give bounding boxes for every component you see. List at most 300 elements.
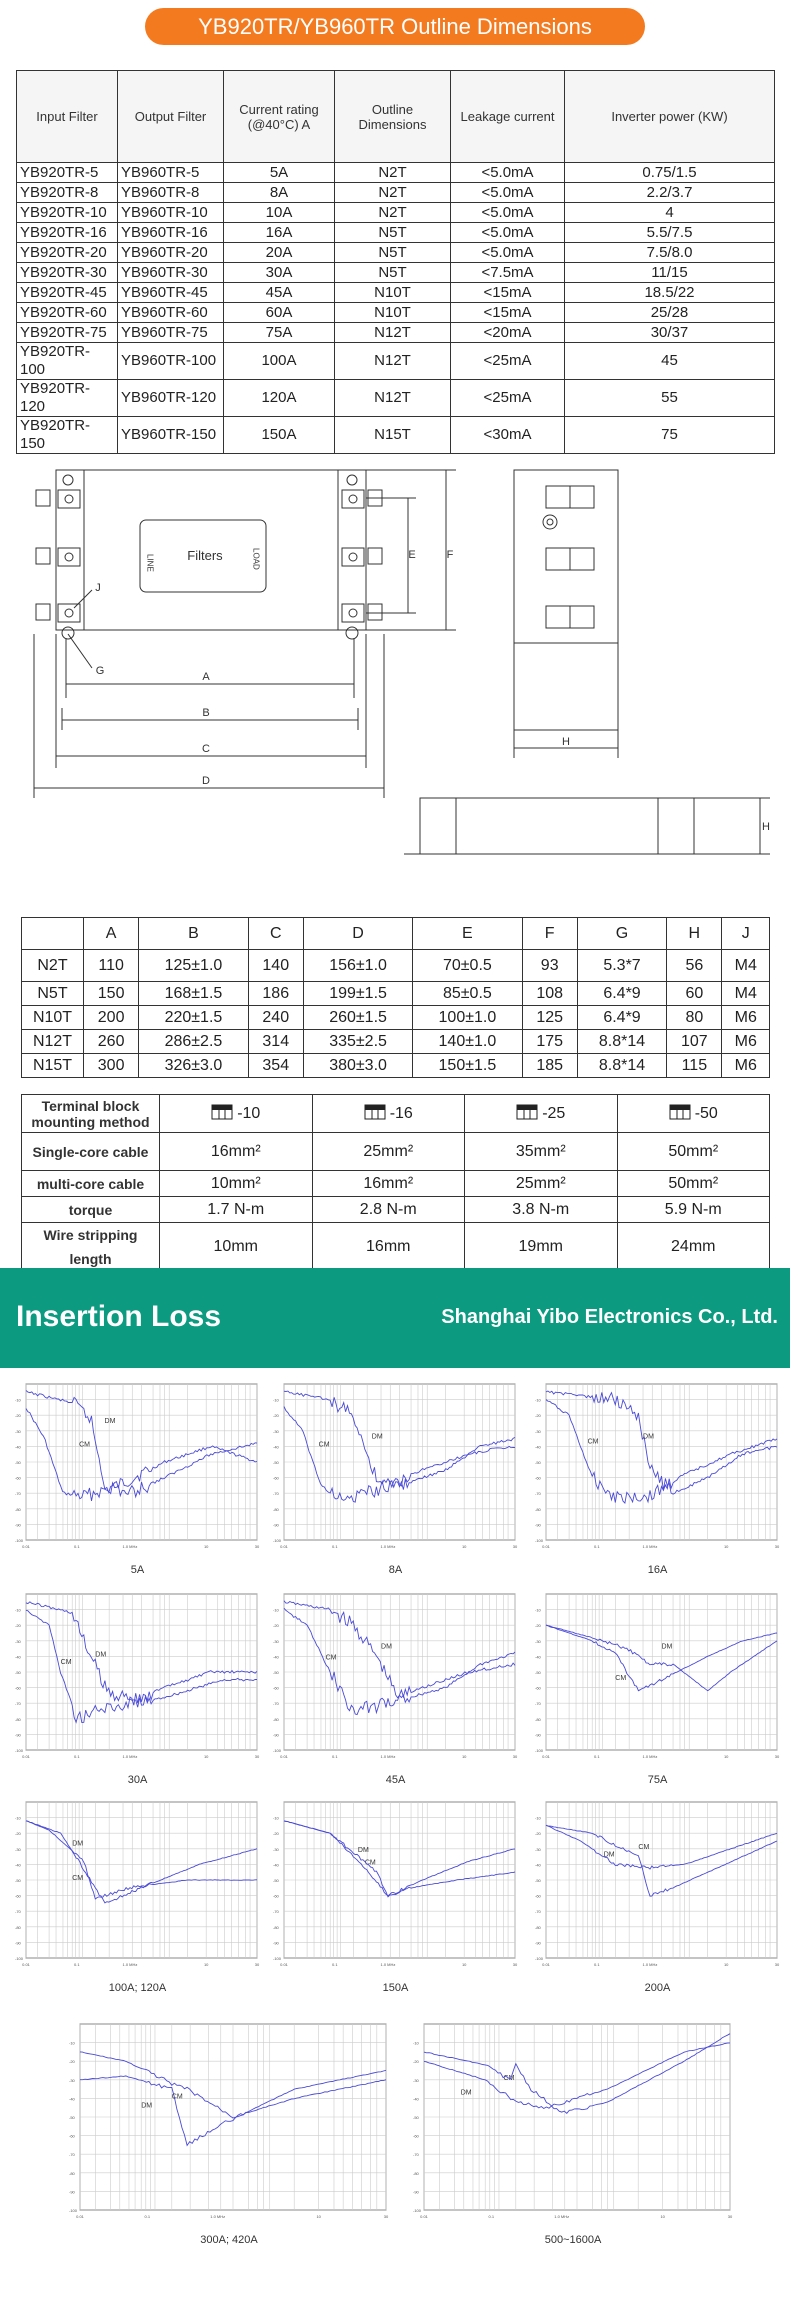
dim-cell: 286±2.5	[139, 1030, 248, 1054]
dim-cell: 150	[84, 982, 139, 1006]
filter-cell: <5.0mA	[451, 183, 565, 203]
x-tick-label: 0.01	[280, 1754, 288, 1759]
dim-cell: M4	[722, 950, 770, 982]
y-tick-label: -10	[273, 1815, 279, 1821]
header-current-rating: Current rating (@40°C) A	[224, 71, 335, 163]
plot-caption: 30A	[127, 1774, 148, 1786]
y-tick-label: -100	[273, 1748, 282, 1753]
filter-cell: <25mA	[451, 343, 565, 380]
terminal-cell: 50mm²	[617, 1133, 770, 1171]
y-tick-label: -40	[273, 1862, 279, 1868]
dim-cell: 125±1.0	[139, 950, 248, 982]
cm-label: CM	[79, 1441, 91, 1449]
x-tick-label: 1.0 MHz	[210, 2214, 226, 2219]
y-tick-label: -40	[413, 2096, 419, 2102]
dim-header-cell: H	[667, 918, 722, 950]
terminal-cell: 25mm²	[312, 1133, 465, 1171]
x-tick-label: 30	[254, 1544, 260, 1549]
dim-cell: 110	[84, 950, 139, 982]
dim-cell: M4	[722, 982, 770, 1006]
dim-label-c: C	[202, 743, 210, 755]
terminal-type-16: -16	[312, 1095, 465, 1133]
insertion-loss-plot	[534, 1592, 781, 1790]
dim-header-cell: B	[139, 918, 248, 950]
y-tick-label: -50	[69, 2115, 75, 2120]
filter-cell: <30mA	[451, 417, 565, 454]
filter-cell: 30A	[224, 263, 335, 283]
y-tick-label: -30	[535, 1428, 541, 1434]
y-tick-label: -90	[535, 1732, 541, 1738]
y-tick-label: -100	[15, 1538, 24, 1543]
filter-cell: <5.0mA	[451, 163, 565, 183]
y-tick-label: -20	[15, 1623, 21, 1629]
filter-row	[17, 323, 775, 343]
filter-cell: N2T	[335, 163, 451, 183]
dim-header-cell: E	[413, 918, 522, 950]
cm-label: CM	[325, 1654, 337, 1662]
cm-label: CM	[318, 1441, 330, 1449]
x-tick-label: 0.1	[594, 1544, 600, 1549]
terminal-row-label: Single-core cable	[22, 1133, 160, 1171]
dim-label-j: J	[95, 582, 101, 594]
y-tick-label: -90	[15, 1522, 21, 1528]
terminal-cell: 50mm²	[617, 1171, 770, 1197]
x-tick-label: 0.01	[542, 1962, 550, 1967]
x-tick-label: 10	[461, 1754, 467, 1759]
filter-row	[17, 183, 775, 203]
y-tick-label: -20	[273, 1831, 279, 1837]
y-tick-label: -80	[15, 1506, 21, 1512]
y-tick-label: -40	[15, 1862, 21, 1868]
filter-spec-table	[16, 70, 775, 454]
cm-label: CM	[72, 1875, 84, 1882]
dm-label: DM	[371, 1433, 383, 1441]
dim-label-b: B	[202, 707, 210, 719]
plot-caption: 45A	[385, 1774, 406, 1786]
filter-cell: N5T	[335, 263, 451, 283]
dim-cell: 93	[522, 950, 577, 982]
filter-cell: YB920TR-5	[17, 163, 118, 183]
cm-label: CM	[503, 2074, 515, 2082]
y-tick-label: -20	[535, 1623, 541, 1629]
insertion-loss-plot	[272, 1592, 519, 1790]
filter-cell: N12T	[335, 323, 451, 343]
terminal-row	[22, 1223, 770, 1272]
x-tick-label: 1.0 MHz	[380, 1754, 396, 1759]
dim-cell: N15T	[22, 1054, 84, 1078]
x-tick-label: 0.1	[332, 1754, 338, 1759]
x-tick-label: 30	[383, 2214, 389, 2219]
plot-caption: 500~1600A	[544, 2234, 602, 2246]
y-tick-label: -70	[413, 2152, 419, 2158]
y-tick-label: -10	[15, 1607, 21, 1613]
y-tick-label: -60	[273, 1893, 279, 1899]
drawing-filters-label: Filters	[187, 548, 223, 563]
dm-label: DM	[95, 1651, 107, 1659]
filter-cell: 18.5/22	[565, 283, 775, 303]
filter-cell: 5.5/7.5	[565, 223, 775, 243]
y-tick-label: -20	[273, 1413, 279, 1419]
x-tick-label: 30	[774, 1544, 780, 1549]
y-tick-label: -60	[69, 2133, 75, 2139]
terminal-row-label: multi-core cable	[22, 1171, 160, 1197]
filter-cell: <5.0mA	[451, 203, 565, 223]
filter-cell: YB920TR-16	[17, 223, 118, 243]
y-tick-label: -60	[15, 1685, 21, 1691]
dim-cell: 300	[84, 1054, 139, 1078]
drawing-line-label: LINE	[145, 554, 155, 572]
filter-cell: N12T	[335, 380, 451, 417]
filter-cell: YB920TR-75	[17, 323, 118, 343]
y-tick-label: -60	[535, 1475, 541, 1481]
y-tick-label: -80	[15, 1716, 21, 1722]
x-tick-label: 0.1	[594, 1962, 600, 1967]
y-tick-label: -50	[273, 1460, 279, 1465]
y-tick-label: -10	[535, 1815, 541, 1821]
filter-cell: N12T	[335, 343, 451, 380]
filter-cell: YB920TR-100	[17, 343, 118, 380]
dim-cell: 354	[248, 1054, 303, 1078]
x-tick-label: 10	[461, 1962, 467, 1967]
filter-cell: 10A	[224, 203, 335, 223]
dim-cell: 140±1.0	[413, 1030, 522, 1054]
filter-cell: 11/15	[565, 263, 775, 283]
filter-row	[17, 283, 775, 303]
y-tick-label: -30	[273, 1428, 279, 1434]
filter-row	[17, 163, 775, 183]
y-tick-label: -60	[15, 1893, 21, 1899]
dim-cell: N2T	[22, 950, 84, 982]
filter-cell: YB920TR-150	[17, 417, 118, 454]
filter-cell: N5T	[335, 243, 451, 263]
y-tick-label: -30	[15, 1638, 21, 1644]
y-tick-label: -60	[413, 2133, 419, 2139]
filter-cell: <25mA	[451, 380, 565, 417]
terminal-cell: 25mm²	[465, 1171, 618, 1197]
dim-cell: 314	[248, 1030, 303, 1054]
cm-label: CM	[638, 1843, 650, 1851]
x-tick-label: 0.01	[280, 1544, 288, 1549]
terminal-row-label: Wire stripping length	[22, 1223, 160, 1272]
filter-cell: 100A	[224, 343, 335, 380]
dim-cell: 8.8*14	[577, 1030, 666, 1054]
filter-row	[17, 343, 775, 380]
y-tick-label: -10	[273, 1397, 279, 1403]
insertion-loss-plot	[14, 1800, 261, 1998]
x-tick-label: 30	[254, 1754, 260, 1759]
x-tick-label: 1.0 MHz	[380, 1962, 396, 1967]
y-tick-label: -80	[535, 1506, 541, 1512]
y-tick-label: -20	[69, 2059, 75, 2065]
y-tick-label: -70	[15, 1701, 21, 1707]
dim-cell: 150±1.5	[413, 1054, 522, 1078]
dm-label: DM	[603, 1851, 615, 1859]
dim-header-cell: J	[722, 918, 770, 950]
dim-cell: 240	[248, 1006, 303, 1030]
x-tick-label: 30	[512, 1962, 518, 1967]
terminal-type-25: -25	[465, 1095, 618, 1133]
header-output-filter: Output Filter	[118, 71, 224, 163]
x-tick-label: 30	[774, 1754, 780, 1759]
terminal-cell: 19mm	[465, 1223, 618, 1272]
filter-cell: YB920TR-45	[17, 283, 118, 303]
dim-label-g: G	[95, 665, 105, 677]
filter-cell: N10T	[335, 303, 451, 323]
x-tick-label: 10	[203, 1544, 209, 1549]
y-tick-label: -40	[535, 1444, 541, 1450]
x-tick-label: 1.0 MHz	[642, 1544, 658, 1549]
y-tick-label: -30	[273, 1638, 279, 1644]
y-tick-label: -60	[273, 1685, 279, 1691]
filter-cell: 8A	[224, 183, 335, 203]
y-tick-label: -80	[273, 1506, 279, 1512]
y-tick-label: -10	[15, 1815, 21, 1821]
filter-cell: 7.5/8.0	[565, 243, 775, 263]
terminal-cell: 16mm	[312, 1223, 465, 1272]
terminal-block-icon	[516, 1104, 538, 1124]
y-tick-label: -90	[15, 1732, 21, 1738]
terminal-type-50: -50	[617, 1095, 770, 1133]
filter-cell: <5.0mA	[451, 243, 565, 263]
x-tick-label: 1.0 MHz	[122, 1754, 138, 1759]
insertion-loss-plot	[534, 1382, 781, 1580]
filter-cell: N2T	[335, 183, 451, 203]
insertion-loss-plot	[534, 1800, 781, 1998]
y-tick-label: -50	[413, 2115, 419, 2120]
y-tick-label: -70	[273, 1701, 279, 1707]
dim-cell: 140	[248, 950, 303, 982]
x-tick-label: 30	[774, 1962, 780, 1967]
x-tick-label: 0.01	[22, 1544, 30, 1549]
banner-title: Insertion Loss	[16, 1300, 222, 1333]
x-tick-label: 30	[727, 2214, 733, 2219]
filter-row	[17, 223, 775, 243]
terminal-type-10: -10	[160, 1095, 313, 1133]
filter-cell: 16A	[224, 223, 335, 243]
y-tick-label: -50	[535, 1878, 541, 1883]
y-tick-label: -30	[273, 1846, 279, 1852]
x-tick-label: 0.1	[594, 1754, 600, 1759]
y-tick-label: -90	[273, 1522, 279, 1528]
outline-drawing	[0, 458, 790, 873]
filter-cell: 0.75/1.5	[565, 163, 775, 183]
x-tick-label: 10	[203, 1754, 209, 1759]
y-tick-label: -60	[15, 1475, 21, 1481]
dim-cell: 260±1.5	[303, 1006, 412, 1030]
filter-cell: YB960TR-30	[118, 263, 224, 283]
filter-cell: 75	[565, 417, 775, 454]
y-tick-label: -40	[273, 1654, 279, 1660]
filter-cell: 20A	[224, 243, 335, 263]
x-tick-label: 0.01	[542, 1544, 550, 1549]
y-tick-label: -50	[273, 1878, 279, 1883]
dimension-table	[21, 917, 770, 1078]
filter-cell: 120A	[224, 380, 335, 417]
filter-cell: 150A	[224, 417, 335, 454]
dm-label: DM	[643, 1433, 654, 1441]
plot-caption: 16A	[647, 1564, 668, 1576]
dim-header-cell: A	[84, 918, 139, 950]
terminal-cell: 24mm	[617, 1223, 770, 1272]
plot-caption: 300A; 420A	[200, 2234, 258, 2246]
y-tick-label: -100	[413, 2208, 422, 2213]
filter-cell: 75A	[224, 323, 335, 343]
y-tick-label: -70	[535, 1491, 541, 1497]
filter-cell: YB920TR-30	[17, 263, 118, 283]
dim-label-h-side: H	[562, 736, 570, 748]
left-terminals	[36, 490, 80, 622]
y-tick-label: -50	[535, 1460, 541, 1465]
filter-cell: <7.5mA	[451, 263, 565, 283]
x-tick-label: 1.0 MHz	[554, 2214, 570, 2219]
dim-cell: 200	[84, 1006, 139, 1030]
dim-cell: 56	[667, 950, 722, 982]
terminal-row	[22, 1133, 770, 1171]
y-tick-label: -40	[15, 1444, 21, 1450]
y-tick-label: -100	[15, 1956, 24, 1961]
x-tick-label: 1.0 MHz	[642, 1754, 658, 1759]
y-tick-label: -10	[273, 1607, 279, 1613]
y-tick-label: -100	[535, 1538, 544, 1543]
x-tick-label: 30	[512, 1544, 518, 1549]
dm-label: DM	[104, 1418, 116, 1425]
x-tick-label: 0.1	[144, 2214, 151, 2219]
y-tick-label: -30	[535, 1846, 541, 1852]
x-tick-label: 0.01	[22, 1962, 30, 1967]
x-tick-label: 30	[254, 1962, 260, 1967]
x-tick-label: 0.1	[332, 1962, 338, 1967]
dim-cell: N10T	[22, 1006, 84, 1030]
x-tick-label: 10	[660, 2214, 665, 2219]
y-tick-label: -20	[535, 1831, 541, 1837]
dim-label-d: D	[202, 775, 210, 787]
terminal-mounting-header: Terminal block mounting method	[22, 1095, 160, 1133]
dim-cell: 100±1.0	[413, 1006, 522, 1030]
filter-row	[17, 263, 775, 283]
filter-cell: YB960TR-120	[118, 380, 224, 417]
dim-cell: 380±3.0	[303, 1054, 412, 1078]
header-inverter-power: Inverter power (KW)	[565, 71, 775, 163]
filter-cell: YB960TR-45	[118, 283, 224, 303]
filter-cell: 60A	[224, 303, 335, 323]
y-tick-label: -70	[273, 1909, 279, 1915]
insertion-loss-plot	[272, 1800, 519, 1998]
y-tick-label: -40	[15, 1654, 21, 1660]
insertion-loss-banner	[0, 1268, 790, 1368]
insertion-loss-plot	[14, 1382, 261, 1580]
y-tick-label: -30	[15, 1846, 21, 1852]
y-tick-label: -50	[273, 1670, 279, 1675]
y-tick-label: -30	[535, 1638, 541, 1644]
y-tick-label: -80	[535, 1716, 541, 1722]
x-tick-label: 10	[316, 2214, 321, 2219]
y-tick-label: -60	[535, 1685, 541, 1691]
dim-cell: 108	[522, 982, 577, 1006]
y-tick-label: -20	[413, 2059, 419, 2065]
plot-caption: 8A	[388, 1564, 403, 1576]
terminal-block-icon	[211, 1104, 233, 1124]
dim-label-e: E	[408, 549, 416, 561]
header-outline-dimensions: Outline Dimensions	[335, 71, 451, 163]
filter-row	[17, 303, 775, 323]
x-tick-label: 10	[723, 1754, 729, 1759]
x-tick-label: 1.0 MHz	[122, 1962, 138, 1967]
filter-cell: N10T	[335, 283, 451, 303]
plot-caption: 200A	[644, 1982, 671, 1994]
terminal-cell: 35mm²	[465, 1133, 618, 1171]
y-tick-label: -10	[413, 2040, 419, 2046]
y-tick-label: -70	[15, 1909, 21, 1915]
filter-cell: 55	[565, 380, 775, 417]
y-tick-label: -100	[535, 1956, 544, 1961]
cm-label: CM	[615, 1674, 627, 1682]
x-tick-label: 1.0 MHz	[642, 1962, 658, 1967]
plot-caption: 5A	[130, 1564, 145, 1576]
dim-row	[22, 1030, 770, 1054]
filter-cell: 5A	[224, 163, 335, 183]
y-tick-label: -100	[273, 1538, 282, 1543]
filter-cell: YB960TR-5	[118, 163, 224, 183]
y-tick-label: -90	[413, 2189, 419, 2195]
dim-cell: 115	[667, 1054, 722, 1078]
dim-row	[22, 1006, 770, 1030]
dim-cell: 60	[667, 982, 722, 1006]
filter-cell: YB960TR-100	[118, 343, 224, 380]
y-tick-label: -70	[15, 1491, 21, 1497]
y-tick-label: -40	[535, 1862, 541, 1868]
y-tick-label: -90	[535, 1940, 541, 1946]
filter-cell: YB960TR-20	[118, 243, 224, 263]
dm-label: DM	[381, 1643, 392, 1651]
dim-cell: N12T	[22, 1030, 84, 1054]
y-tick-label: -70	[535, 1701, 541, 1707]
y-tick-label: -50	[535, 1670, 541, 1675]
header-leakage-current: Leakage current	[451, 71, 565, 163]
y-tick-label: -40	[69, 2096, 75, 2102]
company-name: Shanghai Yibo Electronics Co., Ltd.	[441, 1306, 778, 1328]
dim-cell: 6.4*9	[577, 1006, 666, 1030]
x-tick-label: 0.01	[76, 2214, 84, 2219]
x-tick-label: 1.0 MHz	[380, 1544, 396, 1549]
plot-caption: 75A	[647, 1774, 668, 1786]
terminal-cell: 16mm²	[312, 1171, 465, 1197]
dim-header-cell: C	[248, 918, 303, 950]
y-tick-label: -80	[69, 2170, 75, 2176]
filter-cell: YB960TR-75	[118, 323, 224, 343]
x-tick-label: 0.01	[420, 2214, 428, 2219]
x-tick-label: 0.01	[22, 1754, 30, 1759]
insertion-loss-plot	[68, 2022, 390, 2250]
y-tick-label: -10	[15, 1397, 21, 1403]
dim-cell: 70±0.5	[413, 950, 522, 982]
y-tick-label: -30	[69, 2077, 75, 2083]
x-tick-label: 10	[723, 1544, 729, 1549]
filter-cell: N2T	[335, 203, 451, 223]
y-tick-label: -40	[535, 1654, 541, 1660]
dim-cell: 168±1.5	[139, 982, 248, 1006]
dim-cell: 186	[248, 982, 303, 1006]
y-tick-label: -10	[535, 1607, 541, 1613]
y-tick-label: -100	[15, 1748, 24, 1753]
terminal-block-icon	[669, 1104, 691, 1124]
y-tick-label: -10	[69, 2040, 75, 2046]
dim-label-a: A	[202, 671, 210, 683]
dim-cell: 85±0.5	[413, 982, 522, 1006]
filter-row	[17, 203, 775, 223]
filter-cell: YB960TR-10	[118, 203, 224, 223]
y-tick-label: -20	[273, 1623, 279, 1629]
filter-cell: N15T	[335, 417, 451, 454]
